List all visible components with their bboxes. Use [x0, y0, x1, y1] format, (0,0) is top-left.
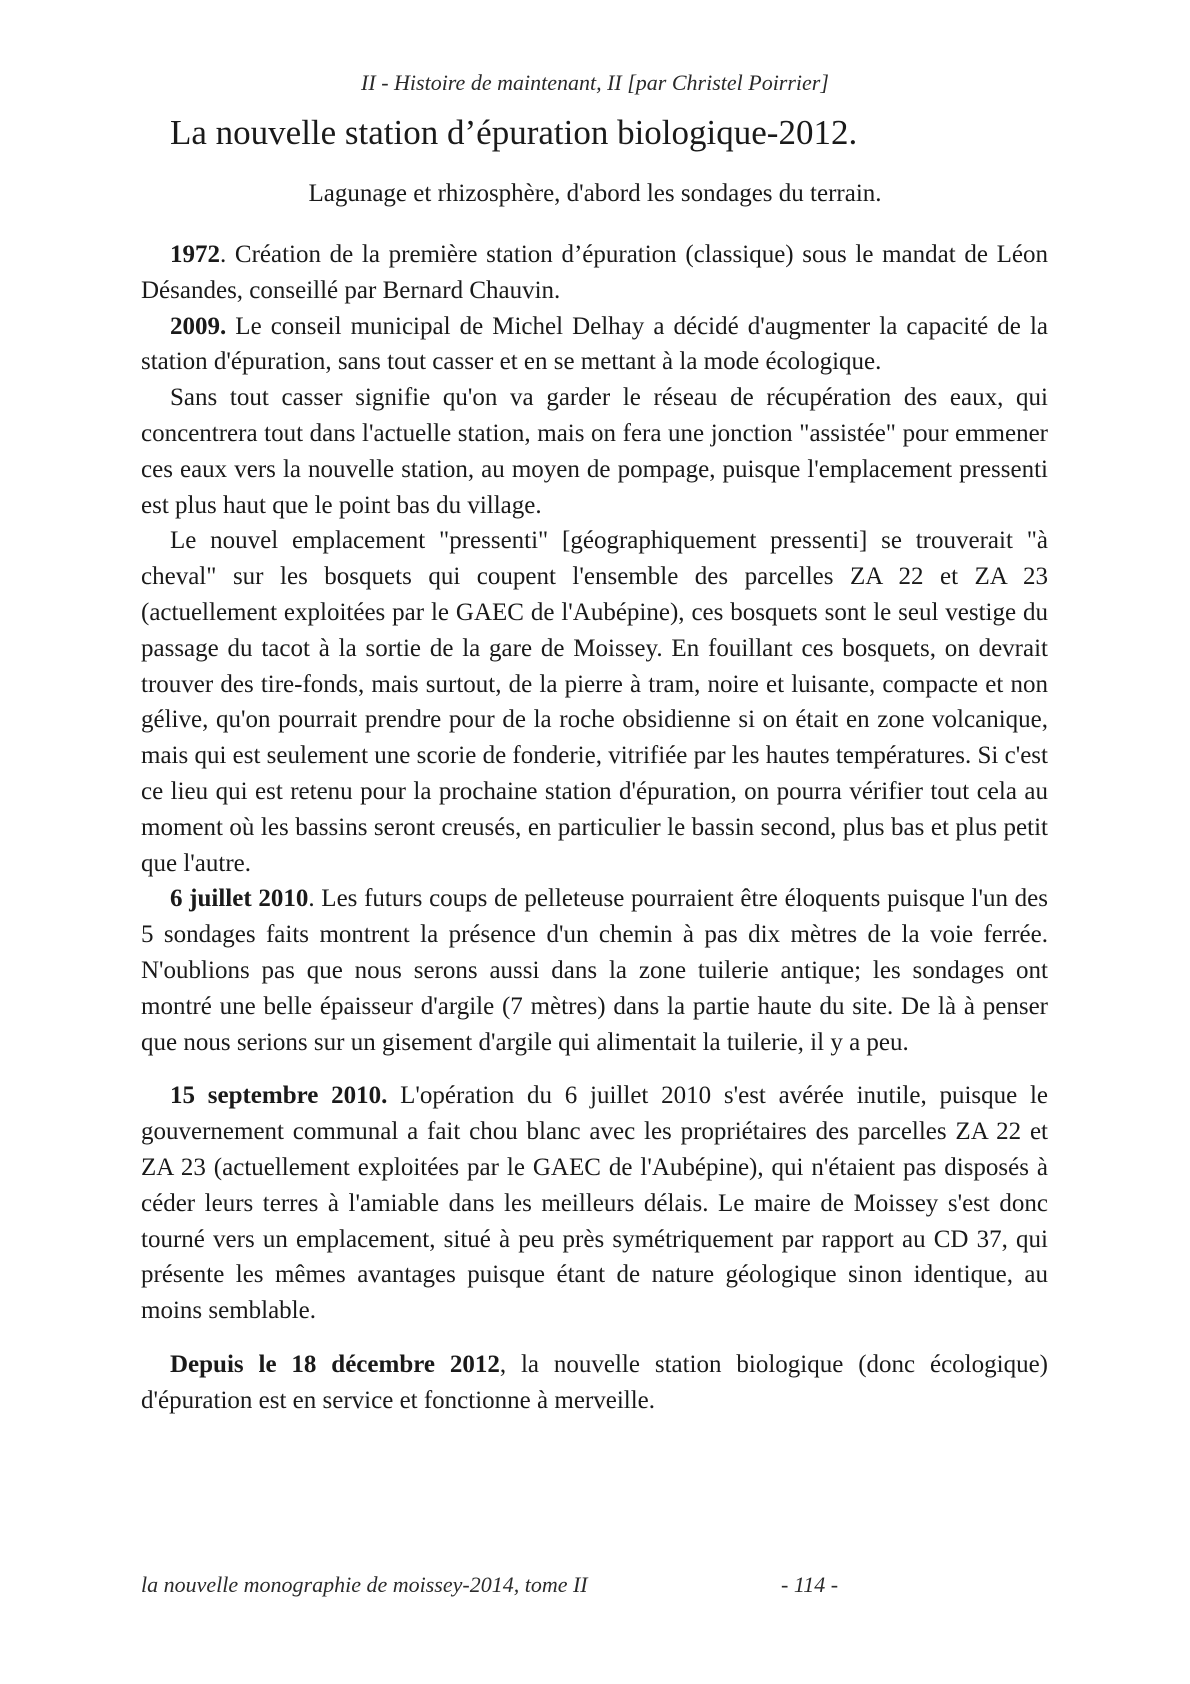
paragraph-text: Sans tout casser signifie qu'on va garder le réseau de récupération des eaux, qui concentrera tout dans l'actuelle station, mais on fera une jonction "assistée" pour emmener ces eaux vers la nouvelle station, au moyen de pompage, puisque l'emplacement pressenti est plus haut que le point bas du village.	[141, 384, 1048, 519]
paragraph-sans-tout-casser	[141, 380, 1048, 523]
paragraph-6-juillet-2010	[141, 881, 1048, 1060]
running-header: II - Histoire de maintenant, II [par Christel Poirrier]	[361, 70, 829, 95]
paragraph-lead-date: 1972	[170, 241, 220, 268]
paragraph-lead-date: Depuis le 18 décembre 2012	[170, 1350, 500, 1378]
paragraph-nouvel-emplacement	[141, 523, 1048, 881]
page-title: La nouvelle station d’épuration biologique-2012.	[170, 113, 858, 152]
paragraph-text: Le nouvel emplacement "pressenti" [géographiquement pressenti] se trouverait "à cheval" sur les bosquets qui coupent l'ensemble des parcelles ZA 22 et ZA 23 (actuellement exploitées par le GAEC de l'Aubépine), ces bosquets sont le seul vestige du passage du tacot à la sortie de la gare de Moissey. En fouillant ces bosquets, on devrait trouver des tire-fonds, mais surtout, de la pierre à tram, noire et luisante, compacte et non gélive, qu'on pourrait prendre pour de la roche obsidienne si on était en zone volcanique, mais qui est seulement une scorie de fonderie, vitrifiée par les hautes températures. Si c'est ce lieu qui est retenu pour la prochaine station d'épuration, on pourra vérifier tout cela au moment où les bassins seront creusés, en particulier le bassin second, plus bas et plus petit que l'autre.	[141, 527, 1048, 877]
paragraph-text: . Création de la première station d’épuration (classique) sous le mandat de Léon Désandes, conseillé par Bernard Chauvin.	[141, 241, 1048, 304]
page-footer	[141, 1572, 1048, 1598]
page-subtitle: Lagunage et rhizosphère, d'abord les sondages du terrain.	[308, 180, 882, 207]
paragraph-18-decembre-2012	[141, 1347, 1048, 1419]
page-number: - 114 -	[781, 1572, 839, 1597]
paragraph-lead-date: 6 juillet 2010	[170, 885, 309, 913]
paragraph-lead-date: 15 septembre 2010.	[170, 1082, 388, 1110]
paragraph-text: . Les futurs coups de pelleteuse pourraient être éloquents puisque l'un des 5 sondages faits montrent la présence d'un chemin à pas dix mètres de la voie ferrée. N'oublions pas que nous serons aussi dans la zone tuilerie antique; les sondages ont montré une belle épaisseur d'argile (7 mètres) dans la partie haute du site. De là à penser que nous serions sur un gisement d'argile qui alimentait la tuilerie, il y a peu.	[141, 885, 1048, 1056]
body-text	[141, 237, 1048, 1419]
paragraph-1972	[141, 237, 1048, 309]
paragraph-lead-date: 2009.	[170, 312, 227, 340]
paragraph-2009	[141, 309, 1048, 381]
footer-publication: la nouvelle monographie de moissey-2014, tome II	[141, 1572, 588, 1597]
paragraph-15-septembre-2010	[141, 1078, 1048, 1329]
paragraph-text: , la nouvelle station biologique (donc écologique) d'épuration est en service et fonctionne à merveille.	[141, 1350, 1048, 1414]
paragraph-text: Le conseil municipal de Michel Delhay a décidé d'augmenter la capacité de la station d'épuration, sans tout casser et en se mettant à la mode écologique.	[141, 312, 1048, 376]
paragraph-text: L'opération du 6 juillet 2010 s'est avérée inutile, puisque le gouvernement communal a fait chou blanc avec les propriétaires des parcelles ZA 22 et ZA 23 (actuellement exploitées par le GAEC de l'Aubépine), qui n'étaient pas disposés à céder leurs terres à l'amiable dans les meilleurs délais. Le maire de Moissey s'est donc tourné vers un emplacement, situé à peu près symétriquement par rapport au CD 37, qui présente les mêmes avantages puisque étant de nature géologique sinon identique, au moins semblable.	[141, 1082, 1049, 1325]
